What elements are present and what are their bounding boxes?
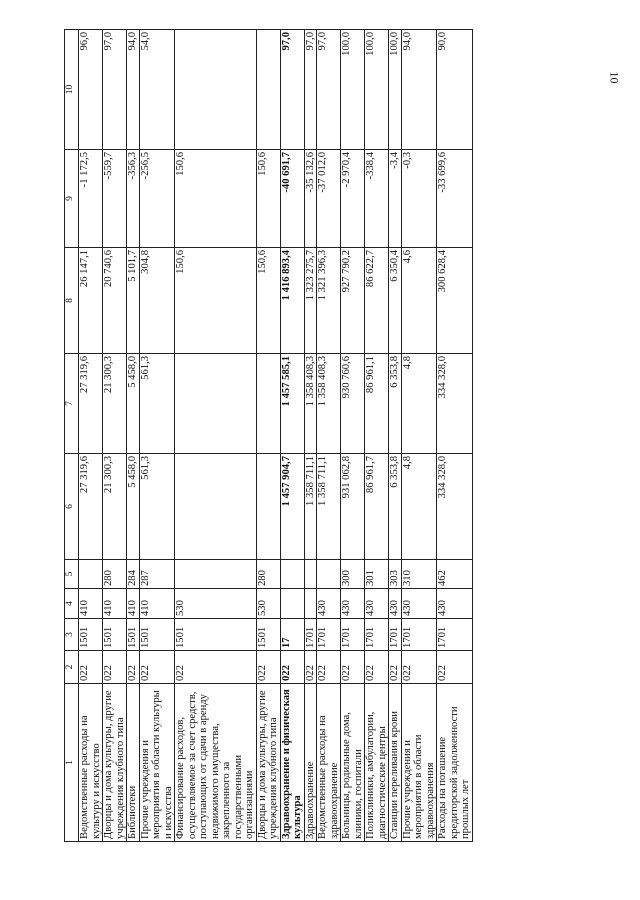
rotated-table-container	[64, 30, 590, 842]
table-cell: -3,4	[389, 150, 402, 248]
table-cell: 1501	[127, 619, 140, 651]
table-cell	[304, 560, 317, 589]
table-cell: 334 328,0	[437, 454, 473, 560]
table-cell: 90,0	[437, 30, 473, 150]
table-cell: 022	[79, 651, 103, 684]
table-row	[127, 30, 140, 842]
table-cell: 410	[127, 589, 140, 619]
row-label: Дворцы и дома культуры, другие учреждения клубного типа	[256, 684, 280, 842]
table-cell: 287	[139, 560, 175, 589]
table-cell: 930 760,6	[341, 354, 365, 454]
table-row	[389, 30, 402, 842]
table-cell: 4,8	[401, 454, 437, 560]
table-row	[79, 30, 103, 842]
table-cell: 430	[389, 589, 402, 619]
table-cell: 4,6	[401, 248, 437, 354]
table-cell	[304, 589, 317, 619]
table-cell: 284	[127, 560, 140, 589]
table-cell: 1 358 408,3	[304, 354, 317, 454]
table-cell: -256,5	[139, 150, 175, 248]
table-cell: 022	[280, 651, 304, 684]
table-cell: 022	[341, 651, 365, 684]
table-cell: 100,0	[365, 30, 389, 150]
table-cell: 304,8	[139, 248, 175, 354]
row-label: Здравоохранение и физическая культура	[280, 684, 304, 842]
table-row	[256, 30, 280, 842]
table-cell: 022	[103, 651, 127, 684]
table-cell: 94,0	[401, 30, 437, 150]
table-cell: 430	[401, 589, 437, 619]
table-cell: 931 062,8	[341, 454, 365, 560]
table-cell: -559,7	[103, 150, 127, 248]
table-cell: -40 691,7	[280, 150, 304, 248]
table-cell: 1701	[365, 619, 389, 651]
table-cell: -35 132,6	[304, 150, 317, 248]
table-cell: 1701	[389, 619, 402, 651]
table-cell: 022	[437, 651, 473, 684]
column-header: 2	[65, 651, 79, 684]
table-cell: 5 458,0	[127, 454, 140, 560]
column-header: 4	[65, 589, 79, 619]
row-label: Прочие учреждения и мероприятия в области культуры и искусства	[139, 684, 175, 842]
table-row	[401, 30, 437, 842]
row-label: Прочие учреждения и мероприятия в области здравоохранения	[401, 684, 437, 842]
table-cell: 1 323 275,7	[304, 248, 317, 354]
table-cell: 300 628,4	[437, 248, 473, 354]
table-cell: 022	[304, 651, 317, 684]
column-header: 10	[65, 30, 79, 150]
table-cell: 150,6	[175, 150, 257, 248]
table-cell: 022	[365, 651, 389, 684]
table-cell: 6 353,8	[389, 454, 402, 560]
header-row	[65, 30, 79, 842]
page-number: 10	[607, 71, 622, 84]
table-cell: 1501	[139, 619, 175, 651]
table-cell	[317, 560, 341, 589]
table-cell: 1 416 893,4	[280, 248, 304, 354]
row-label: Расходы на погашение кредиторской задолженности прошлых лет	[437, 684, 473, 842]
table-cell: 300	[341, 560, 365, 589]
table-cell: 97,0	[317, 30, 341, 150]
table-cell	[256, 30, 280, 150]
table-cell: 022	[389, 651, 402, 684]
table-cell: 430	[341, 589, 365, 619]
table-cell: -0,3	[401, 150, 437, 248]
table-cell: 17	[280, 619, 304, 651]
table-row	[437, 30, 473, 842]
table-cell: 54,0	[139, 30, 175, 150]
table-cell: 86 622,7	[365, 248, 389, 354]
table-cell: 022	[127, 651, 140, 684]
column-header: 6	[65, 454, 79, 560]
table-cell: 022	[139, 651, 175, 684]
table-cell: 1701	[317, 619, 341, 651]
table-cell: 94,0	[127, 30, 140, 150]
table-cell: 561,3	[139, 354, 175, 454]
table-cell: 1501	[103, 619, 127, 651]
table-cell: 1 358 408,3	[317, 354, 341, 454]
table-cell: 97,0	[304, 30, 317, 150]
table-cell: 410	[79, 589, 103, 619]
table-cell: 5 101,7	[127, 248, 140, 354]
table-cell: 1501	[79, 619, 103, 651]
table-cell: 410	[139, 589, 175, 619]
column-header: 7	[65, 354, 79, 454]
table-cell: 927 790,2	[341, 248, 365, 354]
table-cell: 96,0	[79, 30, 103, 150]
row-label: Дворцы и дома культуры, другие учреждения клубного типа	[103, 684, 127, 842]
table-cell: 27 319,6	[79, 354, 103, 454]
table-cell: 21 300,3	[103, 354, 127, 454]
table-cell: 1501	[256, 619, 280, 651]
row-label: Библиотеки	[127, 684, 140, 842]
table-cell: 1 358 711,1	[304, 454, 317, 560]
table-cell: 86 961,7	[365, 454, 389, 560]
table-cell: 6 350,4	[389, 248, 402, 354]
table-cell: 280	[103, 560, 127, 589]
table-cell: 20 740,6	[103, 248, 127, 354]
table-cell: 310	[401, 560, 437, 589]
table-cell: 1501	[175, 619, 257, 651]
table-cell: 27 319,6	[79, 454, 103, 560]
budget-table	[64, 29, 473, 842]
table-row	[317, 30, 341, 842]
row-label: Здравоохранение	[304, 684, 317, 842]
table-cell: 150,6	[175, 248, 257, 354]
table-cell: 26 147,1	[79, 248, 103, 354]
table-cell: 022	[317, 651, 341, 684]
table-cell: 1 321 396,3	[317, 248, 341, 354]
table-cell: 100,0	[389, 30, 402, 150]
row-label: Ведомственные расходы на здравоохранение	[317, 684, 341, 842]
table-body	[79, 30, 473, 842]
table-cell	[280, 589, 304, 619]
table-cell: 97,0	[103, 30, 127, 150]
table-cell: 21 300,3	[103, 454, 127, 560]
table-cell: 86 961,1	[365, 354, 389, 454]
table-cell: 1 457 904,7	[280, 454, 304, 560]
table-cell: 1701	[401, 619, 437, 651]
table-row	[139, 30, 175, 842]
row-label: Больницы, родильные дома, клиники, госпитали	[341, 684, 365, 842]
table-cell: 100,0	[341, 30, 365, 150]
table-cell: -356,3	[127, 150, 140, 248]
row-label: Ведомственные расходы на культуру и искусство	[79, 684, 103, 842]
table-cell: 430	[437, 589, 473, 619]
table-cell: -1 172,5	[79, 150, 103, 248]
table-cell: 301	[365, 560, 389, 589]
column-header: 1	[65, 684, 79, 842]
row-label: Станции переливания крови	[389, 684, 402, 842]
table-cell: 022	[175, 651, 257, 684]
table-cell	[280, 560, 304, 589]
table-row	[280, 30, 304, 842]
table-row	[103, 30, 127, 842]
table-cell: 5 458,0	[127, 354, 140, 454]
table-row	[365, 30, 389, 842]
table-cell: 150,6	[256, 150, 280, 248]
table-row	[341, 30, 365, 842]
table-cell	[175, 30, 257, 150]
table-cell: 303	[389, 560, 402, 589]
row-label: Финансирование расходов, осуществляемое за счет средств, поступающих от сдачи в аренду недвижимого имущества, закрепленного за государственными организациями	[175, 684, 257, 842]
table-cell: 1701	[341, 619, 365, 651]
table-cell	[175, 560, 257, 589]
table-cell	[175, 454, 257, 560]
table-cell: 150,6	[256, 248, 280, 354]
column-header: 8	[65, 248, 79, 354]
table-cell: 6 353,8	[389, 354, 402, 454]
table-cell	[256, 454, 280, 560]
table-cell: 1 457 585,1	[280, 354, 304, 454]
table-cell: 530	[256, 589, 280, 619]
table-cell	[256, 354, 280, 454]
column-header: 9	[65, 150, 79, 248]
table-cell: 022	[401, 651, 437, 684]
table-row	[304, 30, 317, 842]
table-cell: 280	[256, 560, 280, 589]
table-cell: -37 012,0	[317, 150, 341, 248]
column-header: 5	[65, 560, 79, 589]
table-cell	[175, 354, 257, 454]
table-cell: 430	[317, 589, 341, 619]
table-cell: 97,0	[280, 30, 304, 150]
row-label: Поликлиники, амбулатории, диагностические центры	[365, 684, 389, 842]
table-cell: -33 699,6	[437, 150, 473, 248]
table-cell: 430	[365, 589, 389, 619]
table-cell: 561,3	[139, 454, 175, 560]
table-cell: 1701	[437, 619, 473, 651]
column-header: 3	[65, 619, 79, 651]
table-cell: 1 358 711,1	[317, 454, 341, 560]
table-cell: 530	[175, 589, 257, 619]
table-cell: 334 328,0	[437, 354, 473, 454]
table-cell: 022	[256, 651, 280, 684]
table-cell	[79, 560, 103, 589]
table-cell: -338,4	[365, 150, 389, 248]
table-cell: 4,8	[401, 354, 437, 454]
table-cell: -2 970,4	[341, 150, 365, 248]
table-cell: 462	[437, 560, 473, 589]
table-row	[175, 30, 257, 842]
table-cell: 410	[103, 589, 127, 619]
table-cell: 1701	[304, 619, 317, 651]
